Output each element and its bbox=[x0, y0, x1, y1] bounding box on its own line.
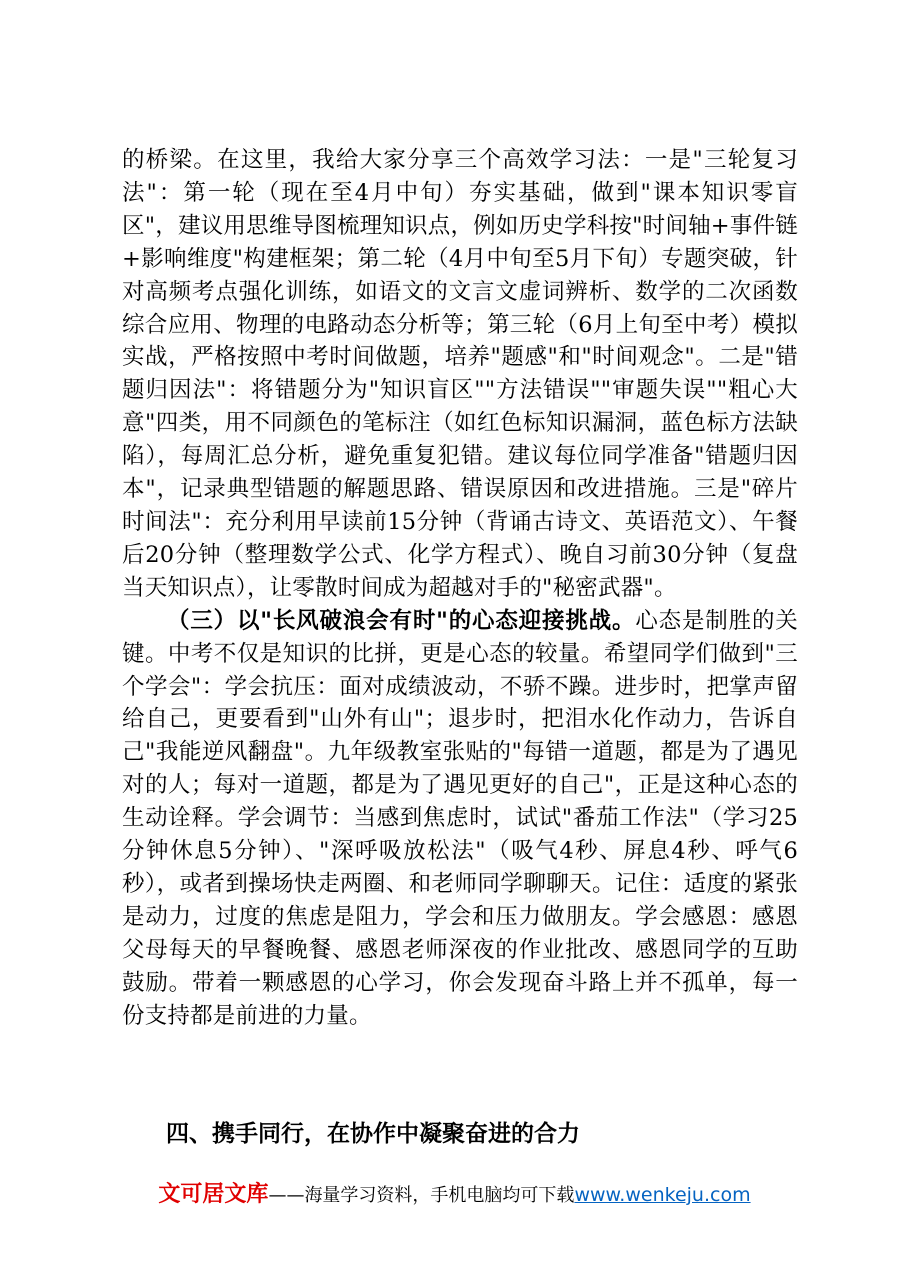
footer-link[interactable]: www.wenkeju.com bbox=[574, 1184, 751, 1206]
subsection-body: 心态是制胜的关键。中考不仅是知识的比拼，更是心态的较量。希望同学们做到"三个学会"：学会抗压：面对成绩波动，不骄不躁。进步时，把掌声留给自己，更要看到"山外有山"；退步时，把泪水化作动力，告诉自己"我能逆风翻盘"。九年级教室张贴的"每错一道题，都是为了遇见对的人；每对一道题，都是为了遇见更好的自己"，正是这种心态的生动诠释。学会调节：当感到焦虑时，试试"番茄工作法"（学习25分钟休息5分钟）、"深呼吸放松法"（吸气4秒、屏息4秒、呼气6秒），或者到操场快走两圈、和老师同学聊聊天。记住：适度的紧张是动力，过度的焦虑是阻力，学会和压力做朋友。学会感恩：感恩父母每天的早餐晚餐、感恩老师深夜的作业批改、感恩同学的互助鼓励。带着一颗感恩的心学习，你会发现奋斗路上并不孤单，每一份支持都是前进的力量。 bbox=[122, 607, 798, 1029]
body-paragraph: 的桥梁。在这里，我给大家分享三个高效学习法：一是"三轮复习法"：第一轮（现在至4月中旬）夯实基础，做到"课本知识零盲区"，建议用思维导图梳理知识点，例如历史学科按"时间轴+事件链+影响维度"构建框架；第二轮（4月中旬至5月下旬）专题突破，针对高频考点强化训练，如语文的文言文虚词辨析、数学的二次函数综合应用、物理的电路动态分析等；第三轮（6月上旬至中考）模拟实战，严格按照中考时间做题，培养"题感"和"时间观念"。二是"错题归因法"：将错题分为"知识盲区""方法错误""审题失误""粗心大意"四类，用不同颜色的笔标注（如红色标知识漏洞，蓝色标方法缺陷），每周汇总分析，避免重复犯错。建议每位同学准备"错题归因本"，记录典型错题的解题思路、错误原因和改进措施。三是"碎片时间法"：充分利用早读前15分钟（背诵古诗文、英语范文）、午餐后20分钟（整理数学公式、化学方程式）、晚自习前30分钟（复盘当天知识点），让零散时间成为超越对手的"秘密武器"。 bbox=[122, 147, 798, 601]
section-heading: 四、携手同行，在协作中凝聚奋进的合力 bbox=[166, 1121, 580, 1147]
footer-tagline: ——海量学习资料，手机电脑均可下载 bbox=[268, 1185, 575, 1206]
document-body bbox=[122, 144, 798, 1032]
subsection-lead-in: （三）以"长风破浪会有时"的心态迎接挑战。 bbox=[167, 607, 636, 634]
footer-banner bbox=[0, 1180, 909, 1211]
footer-brand: 文可居文库 bbox=[158, 1182, 269, 1207]
body-paragraph-mindset bbox=[122, 605, 798, 1033]
